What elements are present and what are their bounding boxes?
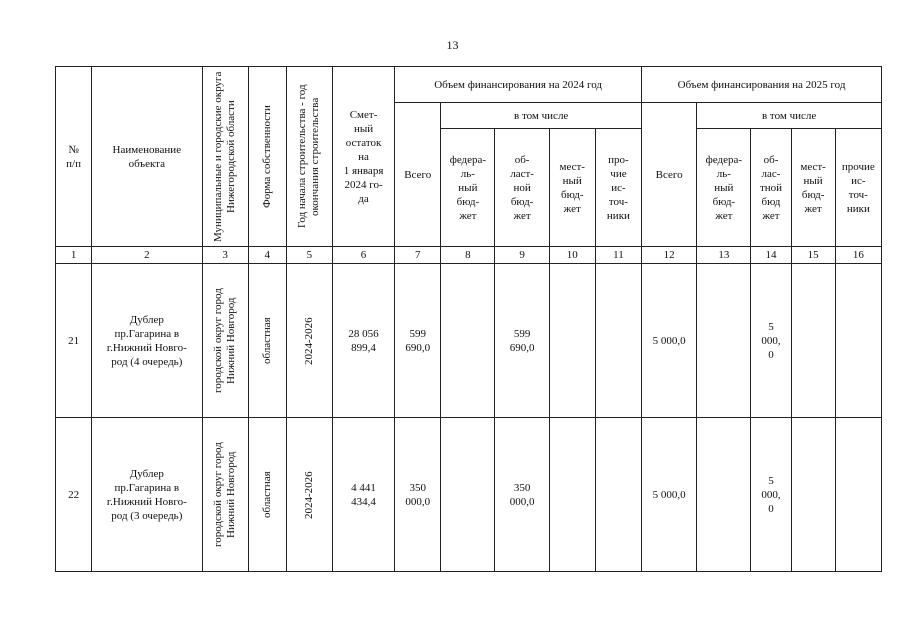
row-federal-2024	[441, 264, 495, 418]
col-number: 10	[549, 247, 595, 264]
row-total-2024: 350 000,0	[395, 418, 441, 572]
row-district-label: городской округ город Нижний Новгород	[212, 442, 238, 547]
row-total-2025: 5 000,0	[642, 264, 697, 418]
header-years-label: Год начала строительства - год окончания строительства	[296, 84, 322, 229]
header-group-2024: Объем финансирования на 2024 год	[395, 67, 642, 103]
header-incl-2024: в том числе	[441, 103, 642, 129]
col-number: 11	[595, 247, 641, 264]
header-total-2025: Всего	[642, 103, 697, 247]
header-remainder: Смет- ный остаток на 1 января 2024 го- да	[332, 67, 394, 247]
row-ownership-label: областная	[260, 471, 273, 518]
header-group-2025: Объем финансирования на 2025 год	[642, 67, 882, 103]
header-local-2024: мест- ный бюд- жет	[549, 129, 595, 247]
header-years	[286, 67, 332, 247]
row-federal-2025	[697, 264, 751, 418]
row-federal-2025	[697, 418, 751, 572]
table-row	[56, 264, 882, 418]
row-local-2024	[549, 418, 595, 572]
col-number: 5	[286, 247, 332, 264]
row-local-2024	[549, 264, 595, 418]
row-object-name: Дублер пр.Гагарина в г.Нижний Новго- род (4 очередь)	[92, 264, 202, 418]
col-number: 13	[697, 247, 751, 264]
col-number: 9	[495, 247, 549, 264]
row-years	[286, 264, 332, 418]
row-other-2025	[835, 418, 881, 572]
col-number: 6	[332, 247, 394, 264]
col-number: 1	[56, 247, 92, 264]
row-district	[202, 264, 248, 418]
col-number: 12	[642, 247, 697, 264]
col-number: 2	[92, 247, 202, 264]
row-other-2025	[835, 264, 881, 418]
page-number: 13	[446, 38, 459, 52]
header-total-2024: Всего	[395, 103, 441, 247]
col-number: 14	[751, 247, 791, 264]
row-regional-2024: 599 690,0	[495, 264, 549, 418]
row-remainder: 4 441 434,4	[332, 418, 394, 572]
header-federal-2024: федера- ль- ный бюд- жет	[441, 129, 495, 247]
row-regional-2025: 5 000, 0	[751, 418, 791, 572]
row-other-2024	[595, 418, 641, 572]
header-district	[202, 67, 248, 247]
col-number: 8	[441, 247, 495, 264]
column-number-row	[56, 247, 882, 264]
header-federal-2025: федера- ль- ный бюд- жет	[697, 129, 751, 247]
header-incl-2025: в том числе	[697, 103, 882, 129]
row-ownership	[248, 264, 286, 418]
row-ownership	[248, 418, 286, 572]
col-number: 15	[791, 247, 835, 264]
row-num: 22	[56, 418, 92, 572]
header-ownership	[248, 67, 286, 247]
header-ownership-label: Форма собственности	[260, 105, 273, 208]
header-object-name: Наименование объекта	[92, 67, 202, 247]
row-regional-2025: 5 000, 0	[751, 264, 791, 418]
row-ownership-label: областная	[260, 317, 273, 364]
row-total-2025: 5 000,0	[642, 418, 697, 572]
row-regional-2024: 350 000,0	[495, 418, 549, 572]
col-number: 4	[248, 247, 286, 264]
header-num: № п/п	[56, 67, 92, 247]
header-other-2024: про- чие ис- точ- ники	[595, 129, 641, 247]
row-district-label: городской округ город Нижний Новгород	[212, 288, 238, 393]
header-regional-2024: об- ласт- ной бюд- жет	[495, 129, 549, 247]
col-number: 16	[835, 247, 881, 264]
row-other-2024	[595, 264, 641, 418]
financing-table	[55, 66, 882, 572]
row-total-2024: 599 690,0	[395, 264, 441, 418]
header-district-label: Муниципальные и городские округа Нижегородской области	[212, 71, 238, 242]
table-row	[56, 418, 882, 572]
header-other-2025: прочие ис- точ- ники	[835, 129, 881, 247]
row-years	[286, 418, 332, 572]
row-remainder: 28 056 899,4	[332, 264, 394, 418]
row-district	[202, 418, 248, 572]
row-num: 21	[56, 264, 92, 418]
row-years-label: 2024-2026	[302, 316, 315, 365]
header-local-2025: мест- ный бюд- жет	[791, 129, 835, 247]
col-number: 7	[395, 247, 441, 264]
row-federal-2024	[441, 418, 495, 572]
header-regional-2025: об- лас- тной бюд жет	[751, 129, 791, 247]
header-row-1	[56, 67, 882, 103]
row-local-2025	[791, 264, 835, 418]
row-object-name: Дублер пр.Гагарина в г.Нижний Новго- род (3 очередь)	[92, 418, 202, 572]
col-number: 3	[202, 247, 248, 264]
row-years-label: 2024-2026	[302, 470, 315, 519]
row-local-2025	[791, 418, 835, 572]
